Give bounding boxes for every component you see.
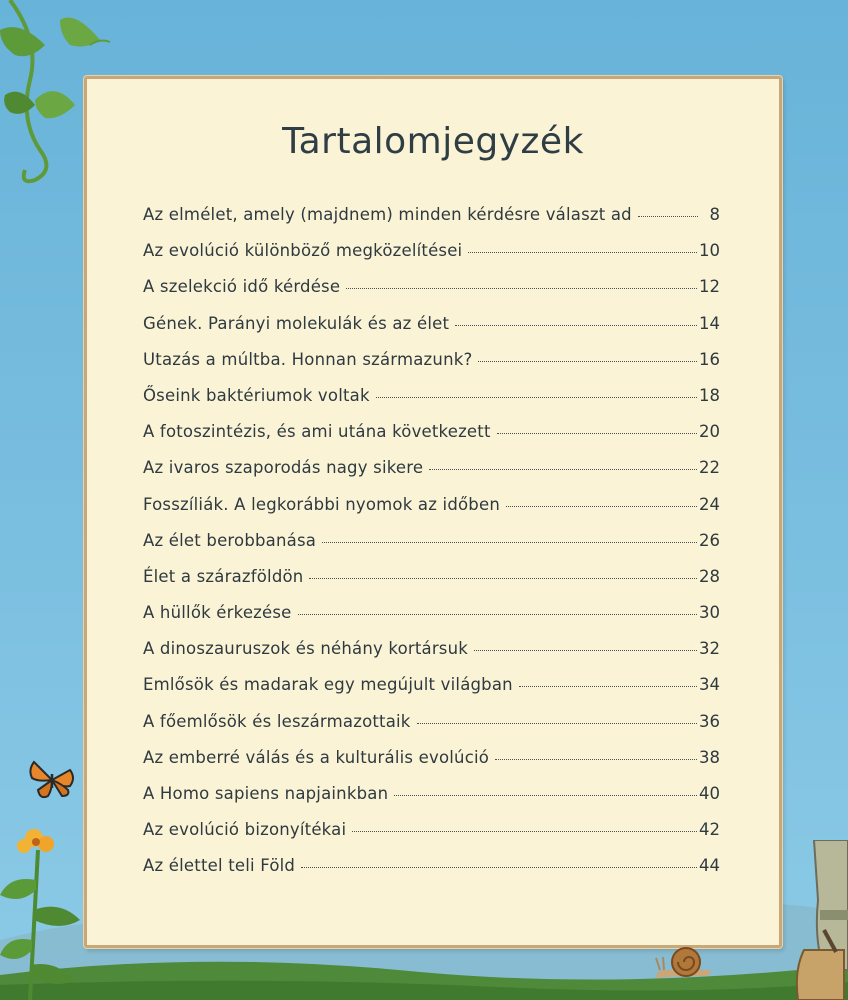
toc-entry-page-number: 36 bbox=[699, 711, 720, 731]
toc-entry-title: Az ivaros szaporodás nagy sikere bbox=[143, 458, 424, 478]
toc-entry-title: A fotoszintézis, és ami utána következett bbox=[143, 422, 491, 442]
toc-entry-page-number: 28 bbox=[699, 566, 720, 586]
dot-leader bbox=[519, 686, 697, 687]
toc-entry-page-number: 14 bbox=[699, 313, 720, 333]
toc-entry[interactable] bbox=[143, 241, 720, 277]
toc-entry[interactable] bbox=[143, 495, 720, 531]
dot-leader bbox=[638, 216, 698, 217]
toc-entry-page-number: 30 bbox=[699, 603, 720, 623]
dot-leader bbox=[394, 795, 697, 796]
toc-entry-page-number: 10 bbox=[699, 241, 720, 261]
dot-leader bbox=[352, 831, 697, 832]
toc-entry-title: Az élet berobbanása bbox=[143, 530, 317, 550]
toc-entry-page-number: 8 bbox=[709, 205, 720, 224]
toc-entry-title: Az evolúció bizonyítékai bbox=[143, 820, 347, 840]
toc-entry[interactable] bbox=[143, 567, 720, 603]
toc-entry-page-number: 16 bbox=[699, 349, 720, 369]
table-of-contents-card bbox=[84, 76, 782, 948]
dot-leader bbox=[301, 867, 697, 868]
dot-leader bbox=[429, 469, 697, 470]
dot-leader bbox=[298, 614, 697, 615]
toc-entry-page-number: 12 bbox=[699, 277, 720, 297]
toc-list bbox=[143, 205, 720, 893]
toc-entry-page-number: 38 bbox=[699, 747, 720, 767]
toc-entry[interactable] bbox=[143, 603, 720, 639]
toc-entry[interactable] bbox=[143, 350, 720, 386]
snail-icon bbox=[654, 940, 714, 982]
toc-entry-page-number: 34 bbox=[699, 675, 720, 695]
flower-icon bbox=[0, 820, 100, 1000]
toc-entry[interactable] bbox=[143, 820, 720, 856]
butterfly-icon bbox=[28, 756, 76, 804]
dot-leader bbox=[417, 723, 697, 724]
page-title: Tartalomjegyzék bbox=[282, 121, 584, 162]
toc-entry-page-number: 42 bbox=[699, 820, 720, 840]
toc-entry[interactable] bbox=[143, 784, 720, 820]
toc-entry-title: A szelekció idő kérdése bbox=[143, 277, 341, 297]
toc-entry-page-number: 26 bbox=[699, 530, 720, 550]
toc-entry-title: Élet a szárazföldön bbox=[143, 566, 304, 586]
toc-entry[interactable] bbox=[143, 422, 720, 458]
toc-entry[interactable] bbox=[143, 639, 720, 675]
dot-leader bbox=[495, 759, 697, 760]
dot-leader bbox=[478, 361, 697, 362]
toc-entry[interactable] bbox=[143, 205, 720, 241]
toc-entry-title: Az evolúció különböző megközelítései bbox=[143, 241, 463, 261]
dot-leader bbox=[376, 397, 697, 398]
toc-entry-title: Utazás a múltba. Honnan származunk? bbox=[143, 349, 473, 369]
toc-entry[interactable] bbox=[143, 277, 720, 313]
toc-entry-title: Gének. Parányi molekulák és az élet bbox=[143, 313, 450, 333]
dot-leader bbox=[506, 506, 697, 507]
toc-entry-page-number: 20 bbox=[699, 422, 720, 442]
dot-leader bbox=[468, 252, 697, 253]
toc-entry[interactable] bbox=[143, 748, 720, 784]
toc-entry[interactable] bbox=[143, 458, 720, 494]
toc-entry-page-number: 22 bbox=[699, 458, 720, 478]
dot-leader bbox=[474, 650, 697, 651]
dot-leader bbox=[322, 542, 697, 543]
toc-entry[interactable] bbox=[143, 856, 720, 892]
dot-leader bbox=[455, 325, 697, 326]
toc-entry-page-number: 32 bbox=[699, 639, 720, 659]
toc-entry[interactable] bbox=[143, 386, 720, 422]
toc-entry-page-number: 44 bbox=[699, 856, 720, 876]
toc-entry-page-number: 40 bbox=[699, 784, 720, 803]
explorer-icon bbox=[784, 840, 848, 1000]
toc-entry-title: Az élettel teli Föld bbox=[143, 856, 296, 876]
toc-entry-title: A Homo sapiens napjainkban bbox=[143, 784, 389, 803]
toc-entry[interactable] bbox=[143, 531, 720, 567]
toc-entry-title: A dinoszauruszok és néhány kortársuk bbox=[143, 639, 469, 659]
toc-entry-title: A hüllők érkezése bbox=[143, 603, 292, 623]
toc-entry-title: A főemlősök és leszármazottaik bbox=[143, 711, 411, 731]
toc-entry-title: Fosszíliák. A legkorábbi nyomok az időben bbox=[143, 494, 500, 514]
dot-leader bbox=[346, 288, 697, 289]
toc-entry[interactable] bbox=[143, 675, 720, 711]
toc-entry-title: Őseink baktériumok voltak bbox=[143, 385, 370, 405]
toc-entry-title: Emlősök és madarak egy megújult világban bbox=[143, 675, 513, 695]
toc-entry-page-number: 18 bbox=[699, 385, 720, 405]
toc-entry-title: Az emberré válás és a kulturális evolúció bbox=[143, 747, 490, 767]
toc-entry[interactable] bbox=[143, 712, 720, 748]
toc-entry-page-number: 24 bbox=[699, 494, 720, 514]
dot-leader bbox=[497, 433, 697, 434]
dot-leader bbox=[309, 578, 697, 579]
toc-entry[interactable] bbox=[143, 314, 720, 350]
toc-entry-title: Az elmélet, amely (majdnem) minden kérdésre választ ad bbox=[143, 205, 632, 224]
